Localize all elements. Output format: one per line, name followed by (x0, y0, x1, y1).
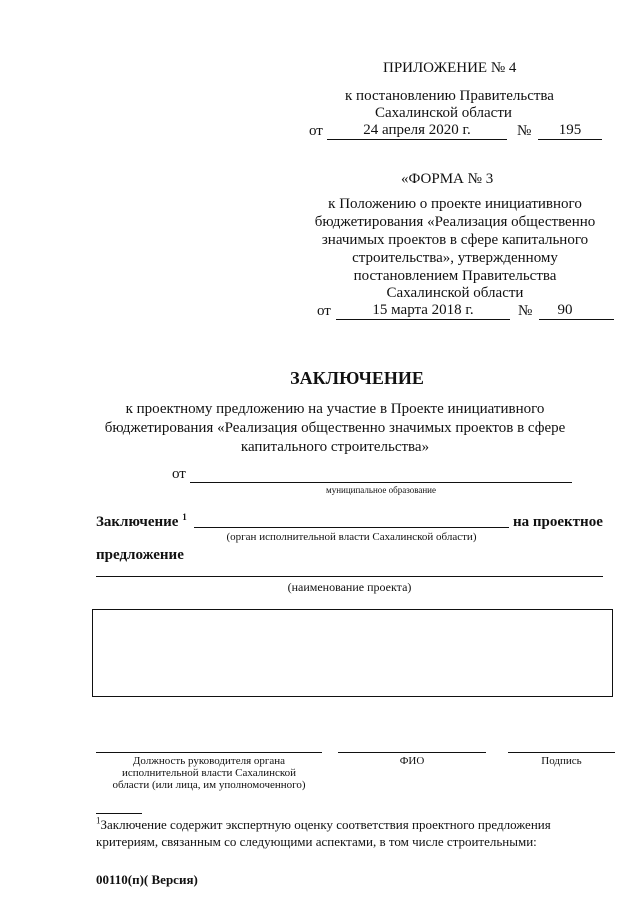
municipality-caption: муниципальное образование (326, 485, 436, 495)
form-line4: строительства», утвержденному (352, 250, 558, 266)
appendix-date-line (327, 139, 507, 140)
conclusion-label: Заключение $^1$ (96, 512, 187, 530)
conclusion-subtitle-line2: бюджетирования «Реализация общественно значимых проектов в сфере (104, 420, 566, 436)
document-code: 00110(п)( Версия) (96, 872, 198, 887)
appendix-resolution-line2: Сахалинской области (375, 105, 512, 121)
position-caption-line2: исполнительной власти Сахалинской (121, 767, 297, 779)
conclusion-text-box[interactable] (92, 609, 613, 697)
project-name-line (96, 576, 603, 577)
form-number: 90 (557, 302, 573, 318)
position-caption-line1: Должность руководителя органа (132, 755, 286, 767)
form-from-label: от (317, 303, 331, 319)
form-line2: бюджетирования «Реализация общественно (314, 214, 596, 230)
form-title: «ФОРМА № 3 (401, 171, 494, 187)
form-number-line (539, 319, 614, 320)
signature-line (508, 752, 615, 753)
form-date: 15 марта 2018 г. (372, 302, 474, 318)
organ-line (194, 527, 509, 528)
form-number-label: № (518, 303, 533, 319)
footnote-rule (96, 813, 142, 814)
conclusion-subtitle-line3: капитального строительства» (240, 439, 430, 455)
project-caption: (наименование проекта) (287, 580, 412, 594)
appendix-number-line (538, 139, 602, 140)
appendix-number-label: № (517, 123, 532, 139)
position-caption-line3: области (или лица, им уполномоченного) (112, 779, 306, 791)
appendix-date: 24 апреля 2020 г. (363, 122, 471, 138)
footnote-mark: 1 (96, 815, 101, 826)
fio-line (338, 752, 486, 753)
form-line5: постановлением Правительства (353, 268, 557, 284)
form-line1: к Положению о проекте инициативного (328, 196, 582, 212)
appendix-from-label: от (309, 123, 323, 139)
proposal-label: предложение (96, 547, 184, 563)
conclusion-heading: ЗАКЛЮЧЕНИЕ (290, 368, 424, 388)
position-line (96, 752, 322, 753)
on-project-label: на проектное (513, 514, 603, 530)
form-line6: Сахалинской области (386, 285, 524, 301)
form-date-line (336, 319, 510, 320)
signature-caption: Подпись (541, 755, 582, 767)
fio-caption: ФИО (399, 755, 425, 767)
footnote-ref: 1 (182, 512, 187, 522)
appendix-title: ПРИЛОЖЕНИЕ № 4 (383, 60, 517, 76)
form-line3: значимых проектов в сфере капитального (321, 232, 589, 248)
appendix-number: 195 (558, 122, 582, 138)
municipality-line (190, 482, 572, 483)
footnote-line1: $^1$Заключение содержит экспертную оценку соответствия проектного предложения (96, 815, 551, 832)
municipality-from-label: от (172, 466, 186, 482)
appendix-resolution-line1: к постановлению Правительства (345, 88, 554, 104)
organ-caption: (орган исполнительной власти Сахалинской области) (226, 531, 477, 543)
footnote-line2: критериям, связанным со следующими аспектами, в том числе строительными: (96, 834, 537, 849)
conclusion-subtitle-line1: к проектному предложению на участие в Проекте инициативного (125, 401, 545, 417)
